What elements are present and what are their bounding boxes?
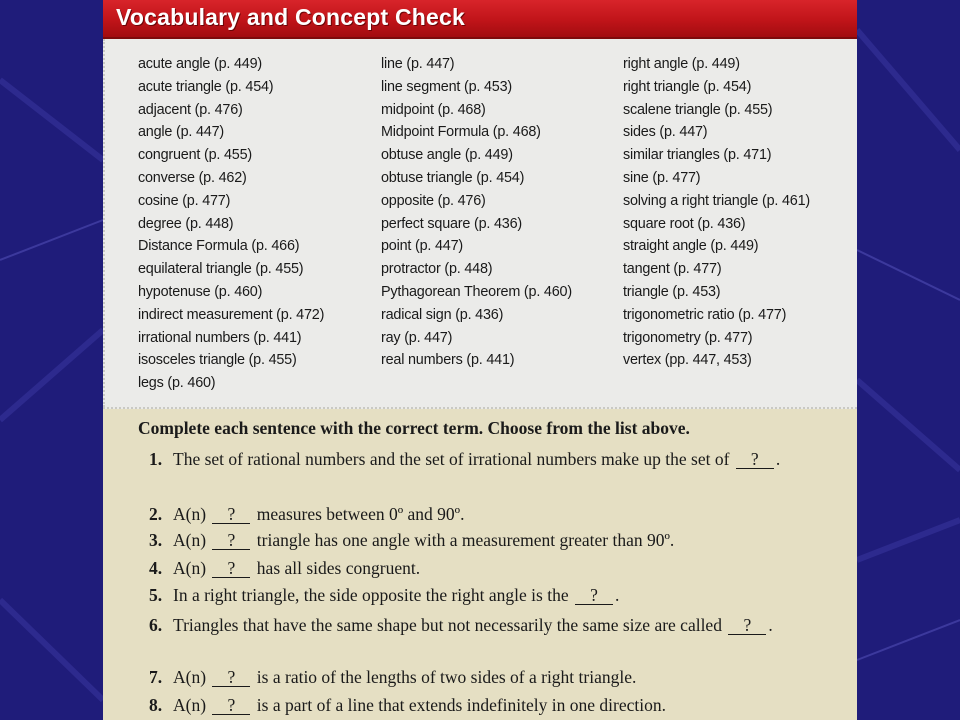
vocabulary-term: real numbers (p. 441)	[381, 352, 515, 369]
vocabulary-term: right angle (p. 449)	[623, 56, 740, 72]
vocabulary-term: irrational numbers (p. 441)	[138, 329, 302, 346]
question-text-before: A(n)	[173, 667, 207, 687]
vocabulary-column-1	[138, 53, 324, 395]
question-number: 5.	[149, 585, 163, 605]
answer-blank: ?	[212, 559, 250, 578]
vocabulary-term: obtuse angle (p. 449)	[381, 147, 513, 164]
question-text-before: The set of rational numbers and the set of irrational numbers make up the set of	[173, 449, 730, 469]
vocabulary-term: point (p. 447)	[381, 238, 463, 255]
vocabulary-term: sides (p. 447)	[623, 124, 708, 141]
answer-blank: ?	[728, 616, 766, 635]
vocabulary-term: midpoint (p. 468)	[381, 101, 486, 118]
question-text-after: .	[614, 585, 620, 605]
question-item	[149, 528, 829, 552]
question-text-before: A(n)	[173, 504, 207, 524]
vocabulary-term: square root (p. 436)	[623, 215, 746, 232]
vocabulary-panel	[103, 39, 857, 407]
vocabulary-term: triangle (p. 453)	[623, 283, 721, 300]
vocabulary-term: solving a right triangle (p. 461)	[623, 192, 810, 209]
question-item	[149, 613, 829, 637]
question-text-before: In a right triangle, the side opposite the right angle is the	[173, 585, 569, 605]
vocabulary-term: line (p. 447)	[381, 56, 455, 72]
question-item	[149, 502, 829, 526]
vocabulary-term: indirect measurement (p. 472)	[138, 306, 325, 323]
vocabulary-term: line segment (p. 453)	[381, 78, 512, 95]
vocabulary-term: vertex (pp. 447, 453)	[623, 352, 752, 369]
question-text-after: is a ratio of the lengths of two sides of a right triangle.	[256, 667, 637, 687]
question-text-after: measures between 0º and 90º.	[256, 504, 465, 524]
vocabulary-term: converse (p. 462)	[138, 169, 247, 186]
question-text	[173, 447, 829, 471]
question-number: 7.	[149, 667, 163, 687]
vocabulary-term: obtuse triangle (p. 454)	[381, 169, 525, 186]
question-number: 8.	[149, 695, 163, 715]
question-text-before: Triangles that have the same shape but not necessarily the same size are called	[173, 615, 722, 635]
vocabulary-term: congruent (p. 455)	[138, 147, 252, 164]
vocabulary-term: angle (p. 447)	[138, 124, 225, 141]
question-text-before: A(n)	[173, 695, 207, 715]
vocabulary-term: cosine (p. 477)	[138, 192, 231, 209]
vocabulary-term: isosceles triangle (p. 455)	[138, 352, 297, 369]
question-text-after: triangle has one angle with a measurement greater than 90º.	[256, 530, 675, 550]
header-bar	[103, 0, 857, 39]
vocabulary-term: acute triangle (p. 454)	[138, 78, 274, 95]
question-number: 1.	[149, 449, 163, 469]
vocabulary-column-2	[381, 53, 572, 372]
vocabulary-column-3	[623, 53, 810, 372]
vocabulary-term: Distance Formula (p. 466)	[138, 238, 300, 255]
vocabulary-term: degree (p. 448)	[138, 215, 234, 232]
question-text	[173, 583, 829, 607]
vocabulary-term: radical sign (p. 436)	[381, 306, 504, 323]
vocabulary-term: Midpoint Formula (p. 468)	[381, 124, 541, 141]
vocabulary-term: tangent (p. 477)	[623, 261, 722, 278]
vocabulary-term: right triangle (p. 454)	[623, 78, 752, 95]
vocabulary-term: ray (p. 447)	[381, 329, 453, 346]
answer-blank: ?	[212, 696, 250, 715]
question-text	[173, 693, 829, 717]
question-item	[149, 583, 829, 607]
question-item	[149, 693, 829, 717]
vocabulary-term: trigonometric ratio (p. 477)	[623, 306, 787, 323]
vocabulary-term: adjacent (p. 476)	[138, 101, 243, 118]
answer-blank: ?	[575, 586, 613, 605]
vocabulary-term: Pythagorean Theorem (p. 460)	[381, 283, 572, 300]
question-number: 6.	[149, 615, 163, 635]
question-number: 4.	[149, 558, 163, 578]
question-text	[173, 556, 829, 580]
vocabulary-term: protractor (p. 448)	[381, 261, 493, 278]
question-item	[149, 665, 829, 689]
vocabulary-term: trigonometry (p. 477)	[623, 329, 753, 346]
answer-blank: ?	[212, 531, 250, 550]
question-number: 3.	[149, 530, 163, 550]
vocabulary-term: perfect square (p. 436)	[381, 215, 522, 232]
vocabulary-term: acute angle (p. 449)	[138, 56, 263, 72]
vocabulary-term: opposite (p. 476)	[381, 192, 486, 209]
vocabulary-term: similar triangles (p. 471)	[623, 147, 772, 164]
question-text	[173, 613, 829, 637]
question-number: 2.	[149, 504, 163, 524]
question-item	[149, 556, 829, 580]
vocabulary-term: equilateral triangle (p. 455)	[138, 261, 304, 278]
instructions: Complete each sentence with the correct term. Choose from the list above.	[138, 418, 690, 438]
question-text	[173, 528, 829, 552]
vocabulary-term: straight angle (p. 449)	[623, 238, 759, 255]
textbook-page	[103, 0, 857, 720]
question-text-before: A(n)	[173, 530, 207, 550]
question-text-before: A(n)	[173, 558, 207, 578]
exercise-panel	[103, 409, 857, 720]
question-text	[173, 502, 829, 526]
vocabulary-term: sine (p. 477)	[623, 169, 701, 186]
vocabulary-term: hypotenuse (p. 460)	[138, 283, 263, 300]
question-item	[149, 447, 829, 471]
question-text-after: .	[768, 615, 773, 635]
page-title: Vocabulary and Concept Check	[116, 4, 465, 30]
vocabulary-term: legs (p. 460)	[138, 375, 216, 392]
question-text-after: .	[775, 449, 781, 469]
question-text	[173, 665, 829, 689]
answer-blank: ?	[736, 450, 774, 469]
vocabulary-term: scalene triangle (p. 455)	[623, 101, 773, 118]
answer-blank: ?	[212, 505, 250, 524]
question-text-after: is a part of a line that extends indefinitely in one direction.	[256, 695, 666, 715]
question-text-after: has all sides congruent.	[256, 558, 421, 578]
answer-blank: ?	[212, 668, 250, 687]
